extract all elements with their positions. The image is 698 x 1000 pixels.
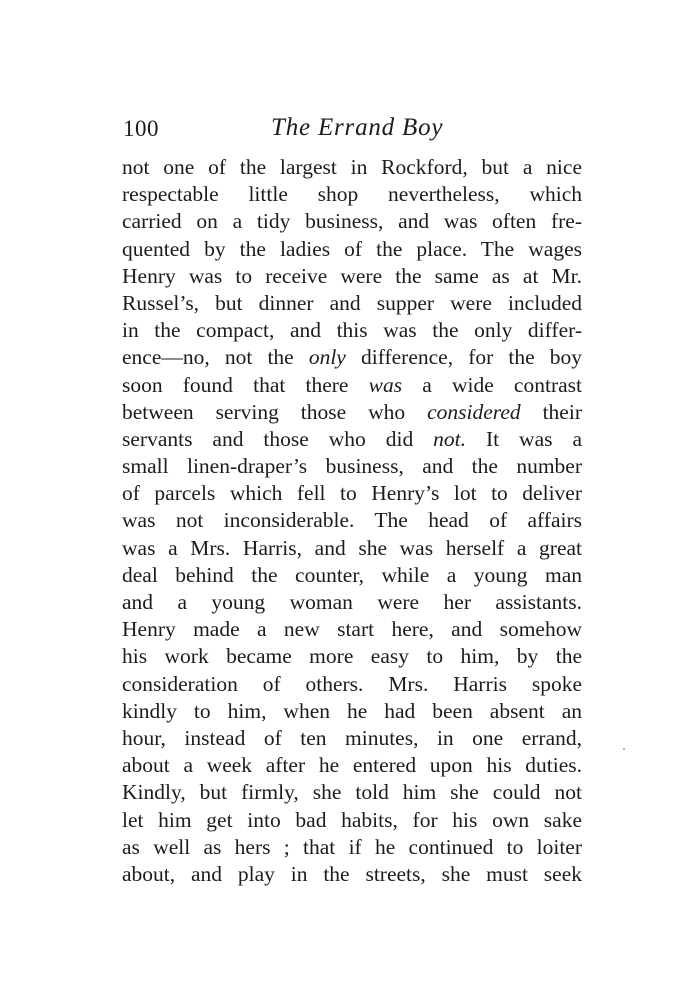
text-line <box>122 643 582 670</box>
text-run: Kindly, but firmly, she told him she could not <box>122 780 582 805</box>
text-run: about a week after he entered upon his duties. <box>122 753 582 778</box>
text-run: not one of the largest in Rockford, but a nice <box>122 155 582 179</box>
text-run: let him get into bad habits, for his own sake <box>122 807 582 832</box>
text-line <box>122 535 582 562</box>
text-line <box>122 399 582 426</box>
paper-speck <box>623 748 625 750</box>
text-run: his work became more easy to him, by the <box>122 644 582 669</box>
text-line <box>122 589 582 616</box>
text-line <box>122 426 582 453</box>
text-run: Henry made a new start here, and somehow <box>122 617 582 642</box>
text-line <box>122 290 582 317</box>
text-run: carried on a tidy business, and was often fre- <box>122 209 582 234</box>
text-run: Henry was to receive were the same as at Mr. <box>122 263 582 288</box>
text-run: deal behind the counter, while a young man <box>122 562 582 587</box>
text-run: soon found that there <box>122 372 369 397</box>
text-line <box>122 507 582 534</box>
text-line <box>122 861 582 888</box>
italic-emphasis: considered <box>427 399 521 424</box>
italic-emphasis: only <box>308 345 346 370</box>
text-run: Russel’s, but dinner and supper were included <box>122 290 582 315</box>
text-run: and a young woman were her assistants. <box>122 590 582 614</box>
text-run: was not inconsiderable. The head of affairs <box>122 508 582 533</box>
page-number: 100 <box>123 116 159 141</box>
text-line <box>122 344 582 371</box>
text-line <box>122 725 582 752</box>
text-run: ence—no, not the <box>122 345 309 370</box>
text-run: hour, instead of ten minutes, in one errand, <box>122 725 582 750</box>
text-line <box>122 752 582 779</box>
text-line <box>122 154 582 181</box>
text-line <box>122 480 582 507</box>
text-run: of parcels which fell to Henry’s lot to deliver <box>122 481 582 506</box>
text-line <box>122 616 582 643</box>
text-line <box>122 236 582 263</box>
page-header <box>123 112 583 144</box>
text-line <box>122 807 582 834</box>
text-line <box>122 317 582 344</box>
running-title: The Errand Boy <box>271 114 444 141</box>
text-run: was a Mrs. Harris, and she was herself a great <box>122 535 582 560</box>
italic-emphasis: not. <box>433 426 467 451</box>
text-run: their <box>520 399 582 424</box>
text-run: consideration of others. Mrs. Harris spoke <box>122 671 582 696</box>
text-line <box>122 263 582 290</box>
text-run: small linen-draper’s business, and the number <box>122 454 582 479</box>
text-line <box>122 562 582 589</box>
text-run: kindly to him, when he had been absent an <box>122 698 582 723</box>
text-line <box>122 372 582 399</box>
text-line <box>122 698 582 725</box>
body-text <box>122 154 582 888</box>
text-run: a wide contrast <box>402 372 582 397</box>
text-line <box>122 181 582 208</box>
text-line <box>122 834 582 861</box>
text-run: It was a <box>466 426 582 451</box>
text-run: servants and those who did <box>122 426 434 451</box>
text-run: difference, for the boy <box>345 345 582 370</box>
text-line <box>122 208 582 235</box>
text-line <box>122 453 582 480</box>
text-run: quented by the ladies of the place. The wages <box>122 236 582 261</box>
text-run: about, and play in the streets, she must seek <box>122 861 582 886</box>
text-line <box>122 779 582 806</box>
text-line <box>122 671 582 698</box>
text-run: between serving those who <box>122 399 428 424</box>
text-run: in the compact, and this was the only differ- <box>122 318 582 343</box>
italic-emphasis: was <box>368 372 403 397</box>
text-run: as well as hers ; that if he continued to loiter <box>122 834 582 859</box>
text-run: respectable little shop nevertheless, which <box>122 182 582 207</box>
